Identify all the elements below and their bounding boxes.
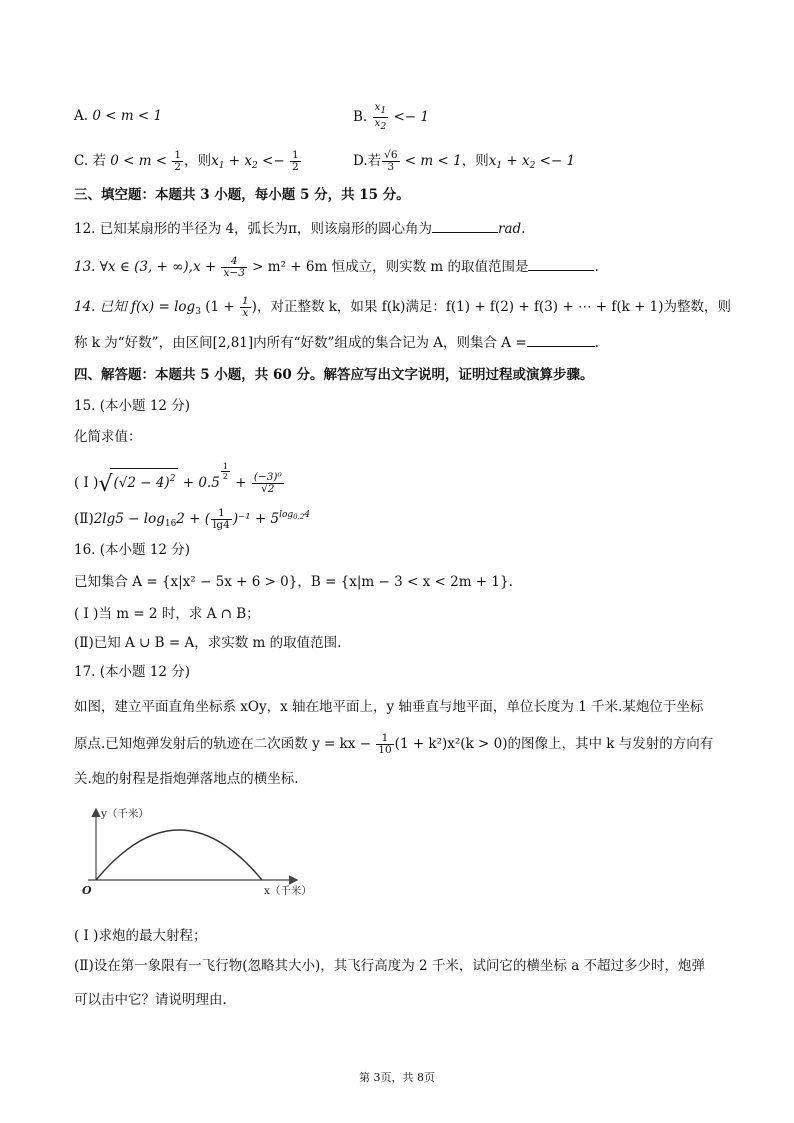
exp-den: 2 bbox=[222, 472, 228, 481]
option-d-fraction bbox=[382, 150, 399, 173]
question-14-line1 bbox=[74, 296, 731, 322]
exp-log-base: 0.2 bbox=[293, 513, 305, 521]
radicand-sup: 2 bbox=[169, 474, 176, 484]
q15-part2-pre: 2lg5 − log bbox=[93, 511, 165, 527]
question-12 bbox=[74, 218, 525, 239]
q14-end: . bbox=[594, 335, 599, 351]
frac-den: lg4 bbox=[213, 519, 230, 531]
q15-part2 bbox=[74, 505, 310, 534]
q14-blank bbox=[527, 332, 595, 347]
option-a bbox=[74, 106, 162, 126]
q17-title: 17. (本小题 12 分) bbox=[74, 664, 191, 680]
q15-part1-radicand bbox=[110, 468, 178, 493]
option-c-sub2: 2 bbox=[251, 161, 258, 171]
q15-intro: 化简求值： bbox=[74, 429, 142, 445]
q15-part1-plus: + bbox=[230, 475, 247, 491]
option-b bbox=[353, 102, 429, 133]
exp-log-arg: 4 bbox=[304, 510, 311, 520]
q15-part2-post: )⁻¹ + 5 bbox=[232, 511, 280, 527]
frac-den: 10 bbox=[378, 744, 392, 756]
option-c-mid: ，则 bbox=[184, 153, 212, 169]
q15-part1-fraction bbox=[252, 472, 284, 495]
option-b-label: B. bbox=[353, 109, 368, 125]
option-b-fraction bbox=[373, 102, 389, 133]
q12-unit: rad bbox=[498, 221, 522, 237]
q13-pre: 13. ∀x ∈ (3, + ∞),x + bbox=[74, 259, 217, 275]
option-c-pre: 若 bbox=[92, 153, 106, 169]
option-d-rel: <− 1 bbox=[535, 153, 576, 169]
frac-num: x bbox=[374, 101, 381, 113]
q16-part2: (Ⅱ)已知 A ∪ B = A，求实数 m 的取值范围. bbox=[74, 635, 342, 651]
q14-pre: 14. 已知 f(x) = log bbox=[74, 299, 196, 315]
q17-line2 bbox=[74, 733, 713, 756]
q17-fraction bbox=[376, 733, 393, 756]
section-4-heading: 四、解答题：本题共 5 小题，共 60 分。解答应写出文字说明，证明过程或演算步骤。 bbox=[74, 367, 594, 383]
radical-sign: √ bbox=[98, 472, 113, 497]
option-d-plus: + x bbox=[502, 153, 530, 169]
q15-part2-mid: 2 + ( bbox=[176, 511, 211, 527]
frac-num: 1 bbox=[376, 733, 393, 745]
q16-title: 16. (本小题 12 分) bbox=[74, 542, 191, 558]
option-d-sub2: 2 bbox=[529, 161, 536, 171]
q14-post: )，对正整数 k，如果 f(k)满足：f(1) + f(2) + f(3) + ⋯ + f(k + 1)为整数，则 bbox=[251, 299, 732, 315]
option-c-math1: 0 < m < bbox=[110, 153, 168, 169]
option-c-sub1: 1 bbox=[218, 161, 225, 171]
x-axis-label: x（千米） bbox=[264, 885, 312, 897]
q17-part2-line1: (Ⅱ)设在第一象限有一飞行物(忽略其大小)，其飞行高度为 2 千米，试问它的横坐标 a 不超过多少时，炮弹 bbox=[74, 958, 706, 974]
option-d-mid: ，则 bbox=[461, 153, 489, 169]
question-14-line2 bbox=[74, 332, 599, 353]
option-d-label: D. bbox=[353, 153, 368, 169]
frac-num: 1 bbox=[291, 149, 299, 161]
q15-title: 15. (本小题 12 分) bbox=[74, 398, 191, 414]
q17-line1: 如图，建立平面直角坐标系 xOy，x 轴在地平面上，y 轴垂直与地平面，单位长度为 1 千米.某炮位于坐标 bbox=[74, 699, 704, 715]
q17-line2-post: (1 + k²)x²(k > 0)的图像上，其中 k 与发射的方向有 bbox=[394, 736, 714, 752]
q12-text: 12. 已知某扇形的半径为 4，弧长为π，则该扇形的圆心角为 bbox=[74, 221, 433, 237]
frac-num-sub: 1 bbox=[380, 106, 387, 116]
q13-fraction bbox=[221, 256, 246, 279]
frac-num: (−3)⁰ bbox=[253, 471, 282, 483]
section-3-heading: 三、填空题：本题共 3 小题，每小题 5 分，共 15 分。 bbox=[74, 187, 410, 203]
q16-line1: 已知集合 A = {x|x² − 5x + 6 > 0}，B = {x|m − 3 < x < 2m + 1}. bbox=[74, 574, 513, 590]
frac-den: 2 bbox=[174, 161, 182, 173]
frac-num: 1 bbox=[241, 295, 249, 307]
q15-part2-label: (Ⅱ) bbox=[74, 511, 94, 527]
frac-num: √6 bbox=[384, 149, 398, 161]
frac-num: 4 bbox=[221, 256, 246, 268]
q17-part1: ( Ⅰ )求炮的最大射程； bbox=[74, 928, 207, 944]
frac-den: 3 bbox=[387, 161, 395, 173]
option-c-fraction bbox=[172, 150, 183, 173]
option-d-x: x bbox=[488, 153, 497, 169]
frac-den-sub: 2 bbox=[380, 122, 387, 132]
option-d-math1: < m < 1 bbox=[400, 153, 462, 169]
q15-part2-sub: 16 bbox=[164, 519, 177, 529]
frac-den: x−3 bbox=[223, 267, 245, 279]
q13-end: . bbox=[594, 259, 599, 275]
trajectory-figure bbox=[74, 804, 334, 899]
option-a-label: A. bbox=[74, 108, 89, 124]
option-b-rest: <− 1 bbox=[393, 109, 429, 125]
option-c-plus: + x bbox=[224, 153, 252, 169]
frac-den: x bbox=[374, 117, 381, 129]
q13-blank bbox=[528, 256, 594, 271]
y-axis-label: y（千米） bbox=[101, 808, 149, 820]
radicand-text: (√2 − 4) bbox=[113, 475, 170, 491]
q15-part2-fraction bbox=[211, 508, 232, 531]
option-c-fraction2 bbox=[290, 150, 301, 173]
frac-num: 1 bbox=[174, 149, 182, 161]
option-c-rel: <− bbox=[257, 153, 285, 169]
option-c bbox=[74, 150, 302, 176]
frac-den: 2 bbox=[291, 161, 299, 173]
q12-end: . bbox=[521, 221, 526, 237]
page-footer: 第 3页，共 8页 bbox=[359, 1071, 435, 1084]
origin-label: O bbox=[82, 884, 92, 897]
option-c-x: x bbox=[211, 153, 219, 169]
option-d-pre: 若 bbox=[367, 153, 382, 169]
frac-den: x bbox=[242, 307, 249, 319]
option-a-math: 0 < m < 1 bbox=[92, 108, 163, 124]
q14-log-base: 3 bbox=[195, 307, 201, 317]
q13-post: > m² + 6m 恒成立，则实数 m 的取值范围是 bbox=[252, 259, 529, 275]
exp-num: 1 bbox=[222, 462, 228, 471]
q17-line3: 关.炮的射程是指炮弹落地点的横坐标. bbox=[74, 771, 299, 787]
q17-part2-line2: 可以击中它？请说明理由. bbox=[74, 992, 227, 1008]
q15-part1-exponent bbox=[221, 462, 230, 481]
q16-part1: ( Ⅰ )当 m = 2 时，求 A ∩ B； bbox=[74, 606, 260, 622]
q17-line2-pre: 原点.已知炮弹发射后的轨迹在二次函数 y = kx − bbox=[74, 736, 371, 752]
q15-part2-exponent bbox=[279, 510, 310, 520]
q12-blank bbox=[432, 218, 498, 233]
q15-part1-mid: + 0.5 bbox=[178, 475, 220, 491]
option-d-sub1: 1 bbox=[496, 161, 503, 171]
frac-den: √2 bbox=[261, 483, 275, 495]
q14-paren: (1 + bbox=[205, 299, 235, 315]
option-d bbox=[353, 150, 575, 176]
q15-part1-label: ( Ⅰ ) bbox=[74, 475, 99, 491]
frac-num: 1 bbox=[211, 508, 232, 520]
q15-part1 bbox=[74, 462, 285, 495]
q14-fraction bbox=[240, 296, 251, 319]
option-c-label: C. bbox=[74, 153, 89, 169]
q14-line2: 称 k 为“好数”，由区间[2,81]内所有“好数”组成的集合记为 A，则集合 A = bbox=[74, 335, 527, 351]
question-13 bbox=[74, 256, 599, 279]
trajectory-curve bbox=[96, 830, 262, 880]
exp-log: log bbox=[279, 510, 294, 520]
